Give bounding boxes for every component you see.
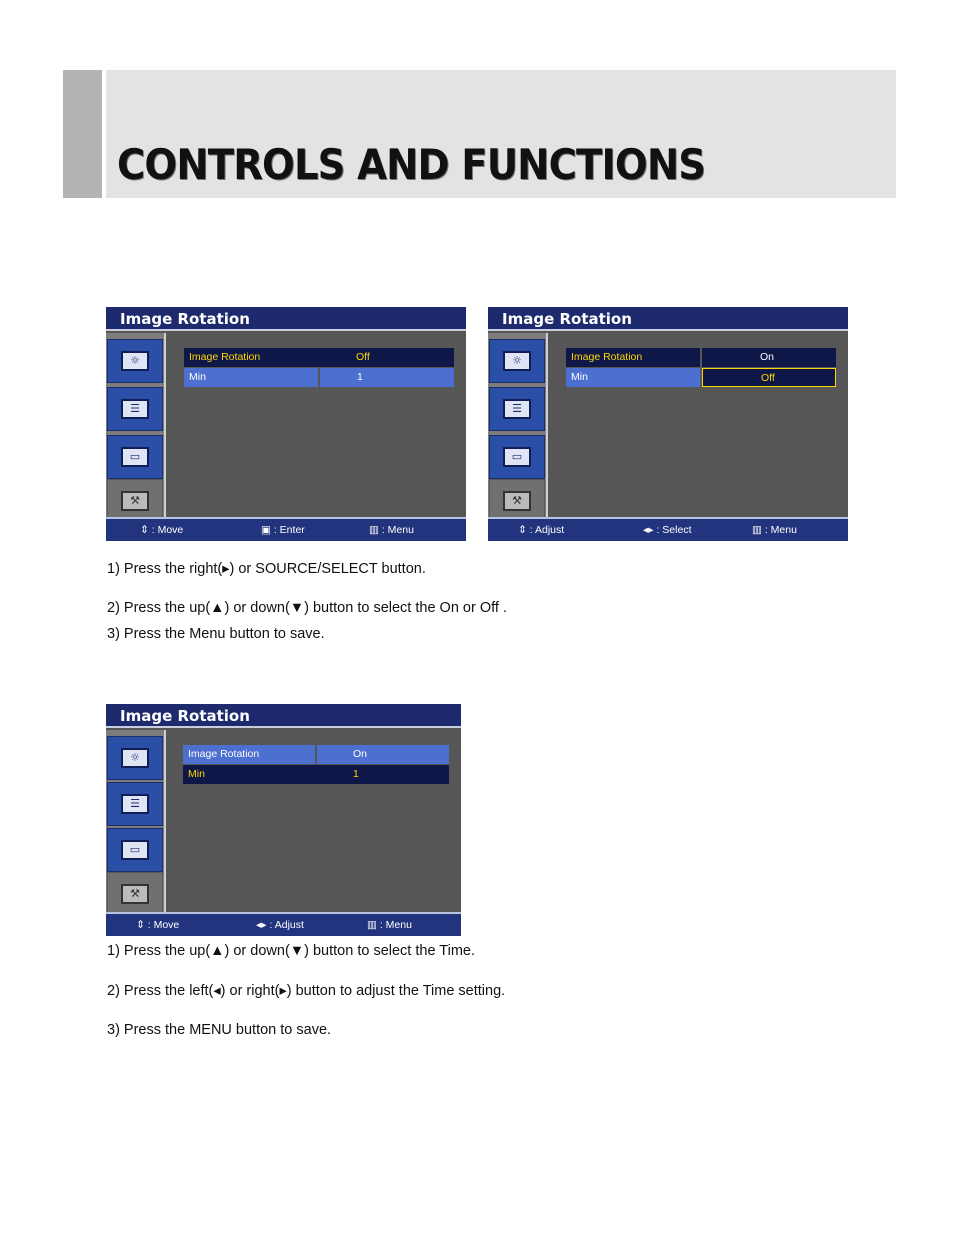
header-accent-bar bbox=[63, 70, 102, 198]
footer-item-move: ⇕ : Move bbox=[136, 919, 180, 931]
menu-row[interactable] bbox=[183, 765, 449, 784]
row-label: Min bbox=[566, 368, 700, 387]
menu-icon: ▥ bbox=[367, 919, 377, 931]
row-value[interactable]: On bbox=[702, 348, 836, 367]
picture-icon[interactable]: ☼ bbox=[489, 339, 545, 383]
osd-screen-3 bbox=[106, 704, 461, 936]
tools-icon[interactable]: ⚒ bbox=[107, 872, 163, 916]
osd-screen-1 bbox=[106, 307, 466, 541]
instruction-step: 1) Press the up(▲) or down(▼) button to select the Time. bbox=[107, 943, 475, 959]
picture-icon[interactable]: ☼ bbox=[107, 339, 163, 383]
menu-icon: ▥ bbox=[369, 524, 379, 536]
footer-item-move: ⇕ : Move bbox=[140, 524, 184, 536]
row-label: Min bbox=[184, 368, 318, 387]
row-label: Min bbox=[183, 765, 316, 784]
layout-icon[interactable]: ☰ bbox=[107, 782, 163, 826]
layout-icon[interactable]: ☰ bbox=[107, 387, 163, 431]
display-icon[interactable]: ▭ bbox=[489, 435, 545, 479]
picture-icon[interactable]: ☼ bbox=[107, 736, 163, 780]
footer-item-menu: ▥ : Menu bbox=[752, 524, 797, 536]
menu-row[interactable] bbox=[566, 348, 836, 367]
instruction-step: 3) Press the MENU button to save. bbox=[107, 1022, 332, 1038]
row-value-selected[interactable]: Off bbox=[702, 368, 836, 387]
osd-title: Image Rotation bbox=[106, 704, 461, 728]
footer-item-adjust: ⇕ : Adjust bbox=[518, 524, 565, 536]
tools-icon[interactable]: ⚒ bbox=[107, 479, 163, 523]
instruction-step: 2) Press the up(▲) or down(▼) button to select the On or Off . bbox=[107, 600, 507, 616]
footer-item-adjust: ◂▸ : Adjust bbox=[256, 919, 304, 931]
footer-item-enter: ▣ : Enter bbox=[261, 524, 305, 536]
leftright-arrow-icon: ◂▸ bbox=[256, 919, 267, 931]
layout-icon[interactable]: ☰ bbox=[489, 387, 545, 431]
instruction-step: 3) Press the Menu button to save. bbox=[107, 626, 325, 642]
osd-sidebar bbox=[106, 730, 166, 912]
osd-footer bbox=[488, 517, 848, 541]
row-label: Image Rotation bbox=[184, 348, 319, 367]
page-title: CONTROLS AND FUNCTIONS bbox=[117, 140, 706, 189]
footer-item-menu: ▥ : Menu bbox=[369, 524, 414, 536]
menu-row[interactable] bbox=[566, 368, 836, 387]
osd-title: Image Rotation bbox=[488, 307, 848, 331]
osd-title: Image Rotation bbox=[106, 307, 466, 331]
row-value: On bbox=[317, 745, 449, 764]
row-value: 1 bbox=[320, 368, 454, 387]
display-icon[interactable]: ▭ bbox=[107, 435, 163, 479]
instruction-step: 2) Press the left(◂) or right(▸) button to adjust the Time setting. bbox=[107, 983, 506, 999]
display-icon[interactable]: ▭ bbox=[107, 828, 163, 872]
menu-row[interactable] bbox=[183, 745, 449, 764]
menu-row[interactable] bbox=[184, 348, 454, 367]
updown-arrow-icon: ⇕ bbox=[518, 524, 527, 536]
updown-arrow-icon: ⇕ bbox=[136, 919, 145, 931]
osd-footer bbox=[106, 912, 461, 936]
instruction-step: 1) Press the right(▸) or SOURCE/SELECT button. bbox=[107, 561, 426, 577]
row-value: Off bbox=[319, 348, 454, 367]
row-label: Image Rotation bbox=[183, 745, 315, 764]
menu-icon: ▥ bbox=[752, 524, 762, 536]
tools-icon[interactable]: ⚒ bbox=[489, 479, 545, 523]
enter-square-icon: ▣ bbox=[261, 524, 271, 536]
updown-arrow-icon: ⇕ bbox=[140, 524, 149, 536]
osd-footer bbox=[106, 517, 466, 541]
osd-sidebar bbox=[106, 333, 166, 517]
footer-item-menu: ▥ : Menu bbox=[367, 919, 412, 931]
osd-screen-2 bbox=[488, 307, 848, 541]
leftright-arrow-icon: ◂▸ bbox=[643, 524, 654, 536]
menu-row[interactable] bbox=[184, 368, 454, 387]
row-value: 1 bbox=[316, 765, 449, 784]
footer-item-select: ◂▸ : Select bbox=[643, 524, 692, 536]
osd-sidebar bbox=[488, 333, 548, 517]
row-label: Image Rotation bbox=[566, 348, 700, 367]
